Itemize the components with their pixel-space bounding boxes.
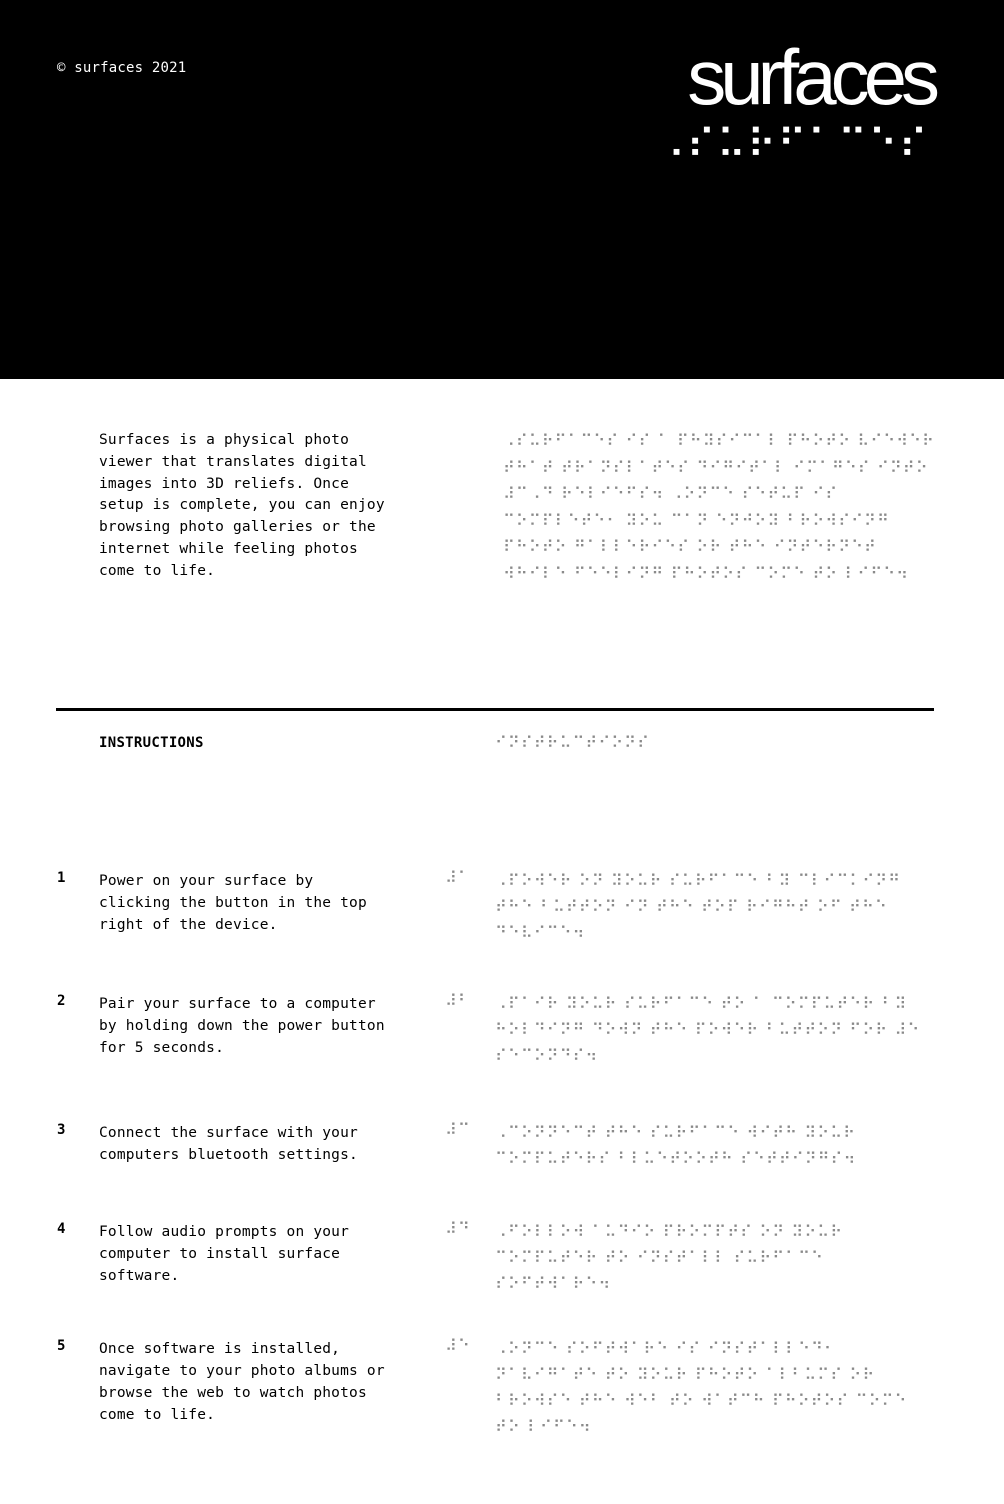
- copyright-text: © surfaces 2021: [57, 60, 187, 76]
- hero-banner: [0, 0, 1004, 379]
- step-number: 5: [57, 1338, 66, 1354]
- step-number-braille: ⠼⠑: [445, 1336, 471, 1355]
- logo-wordmark: surfaces: [687, 33, 934, 121]
- step-text: Once software is installed, navigate to your photo albums or browse the web to watch photos come to life.: [99, 1341, 385, 1423]
- step-text: Power on your surface by clicking the button in the top right of the device.: [99, 873, 367, 933]
- intro-text: Surfaces is a physical photo viewer that translates digital images into 3D reliefs. Once setup is complete, you can enjoy browsing photo galleries or the internet while feeling photos come to life.: [99, 432, 385, 579]
- intro-braille: ⠠⠎⠥⠗⠋⠁⠉⠑⠎ ⠊⠎ ⠁ ⠏⠓⠽⠎⠊⠉⠁⠇ ⠏⠓⠕⠞⠕ ⠧⠊⠑⠺⠑⠗ ⠞⠓⠁⠞ ⠞⠗⠁⠝⠎⠇⠁⠞⠑⠎ ⠙⠊⠛⠊⠞⠁⠇ ⠊⠍⠁⠛⠑⠎ ⠊⠝⠞⠕ ⠼⠉⠠⠙ ⠗⠑⠇⠊⠑⠋⠎⠲ ⠠⠕⠝⠉⠑ ⠎⠑⠞⠥⠏ ⠊⠎ ⠉⠕⠍⠏⠇⠑⠞⠑⠂ ⠽⠕⠥ ⠉⠁⠝ ⠑⠝⠚⠕⠽ ⠃⠗⠕⠺⠎⠊⠝⠛ ⠏⠓⠕⠞⠕ ⠛⠁⠇⠇⠑⠗⠊⠑⠎ ⠕⠗ ⠞⠓⠑ ⠊⠝⠞⠑⠗⠝⠑⠞ ⠺⠓⠊⠇⠑ ⠋⠑⠑⠇⠊⠝⠛ ⠏⠓⠕⠞⠕⠎ ⠉⠕⠍⠑ ⠞⠕ ⠇⠊⠋⠑⠲: [503, 431, 935, 583]
- step-text: Pair your surface to a computer by holding down the power button for 5 seconds.: [99, 996, 385, 1056]
- logo-braille: ⠠⠎⠥⠗⠋⠁⠉⠑⠎: [656, 122, 929, 168]
- section-divider: [56, 708, 934, 711]
- step-braille: ⠠⠕⠝⠉⠑ ⠎⠕⠋⠞⠺⠁⠗⠑ ⠊⠎ ⠊⠝⠎⠞⠁⠇⠇⠑⠙⠂ ⠝⠁⠧⠊⠛⠁⠞⠑ ⠞⠕ ⠽⠕⠥⠗ ⠏⠓⠕⠞⠕ ⠁⠇⠃⠥⠍⠎ ⠕⠗ ⠃⠗⠕⠺⠎⠑ ⠞⠓⠑ ⠺⠑⠃ ⠞⠕ ⠺⠁⠞⠉⠓ ⠏⠓⠕⠞⠕⠎ ⠉⠕⠍⠑ ⠞⠕ ⠇⠊⠋⠑⠲: [495, 1339, 908, 1436]
- step-number-braille: ⠼⠁: [445, 868, 471, 887]
- step-number-braille: ⠼⠃: [445, 991, 471, 1010]
- step-text: Connect the surface with your computers bluetooth settings.: [99, 1125, 358, 1163]
- step-number: 4: [57, 1221, 66, 1237]
- instructions-title-braille: ⠊⠝⠎⠞⠗⠥⠉⠞⠊⠕⠝⠎: [495, 733, 651, 752]
- step-braille: ⠠⠏⠁⠊⠗ ⠽⠕⠥⠗ ⠎⠥⠗⠋⠁⠉⠑ ⠞⠕ ⠁ ⠉⠕⠍⠏⠥⠞⠑⠗ ⠃⠽ ⠓⠕⠇⠙⠊⠝⠛ ⠙⠕⠺⠝ ⠞⠓⠑ ⠏⠕⠺⠑⠗ ⠃⠥⠞⠞⠕⠝ ⠋⠕⠗ ⠼⠑ ⠎⠑⠉⠕⠝⠙⠎⠲: [495, 994, 921, 1065]
- step-number: 3: [57, 1122, 66, 1138]
- step-braille: ⠠⠋⠕⠇⠇⠕⠺ ⠁⠥⠙⠊⠕ ⠏⠗⠕⠍⠏⠞⠎ ⠕⠝ ⠽⠕⠥⠗ ⠉⠕⠍⠏⠥⠞⠑⠗ ⠞⠕ ⠊⠝⠎⠞⠁⠇⠇ ⠎⠥⠗⠋⠁⠉⠑ ⠎⠕⠋⠞⠺⠁⠗⠑⠲: [495, 1222, 844, 1293]
- step-number: 2: [57, 993, 66, 1009]
- step-braille: ⠠⠏⠕⠺⠑⠗ ⠕⠝ ⠽⠕⠥⠗ ⠎⠥⠗⠋⠁⠉⠑ ⠃⠽ ⠉⠇⠊⠉⠅⠊⠝⠛ ⠞⠓⠑ ⠃⠥⠞⠞⠕⠝ ⠊⠝ ⠞⠓⠑ ⠞⠕⠏ ⠗⠊⠛⠓⠞ ⠕⠋ ⠞⠓⠑ ⠙⠑⠧⠊⠉⠑⠲: [495, 871, 902, 942]
- step-number-braille: ⠼⠉: [445, 1120, 471, 1139]
- instructions-title: INSTRUCTIONS: [99, 735, 204, 751]
- step-text: Follow audio prompts on your computer to install surface software.: [99, 1224, 350, 1284]
- step-number: 1: [57, 870, 66, 886]
- step-number-braille: ⠼⠙: [445, 1219, 471, 1238]
- step-braille: ⠠⠉⠕⠝⠝⠑⠉⠞ ⠞⠓⠑ ⠎⠥⠗⠋⠁⠉⠑ ⠺⠊⠞⠓ ⠽⠕⠥⠗ ⠉⠕⠍⠏⠥⠞⠑⠗⠎ ⠃⠇⠥⠑⠞⠕⠕⠞⠓ ⠎⠑⠞⠞⠊⠝⠛⠎⠲: [495, 1123, 857, 1168]
